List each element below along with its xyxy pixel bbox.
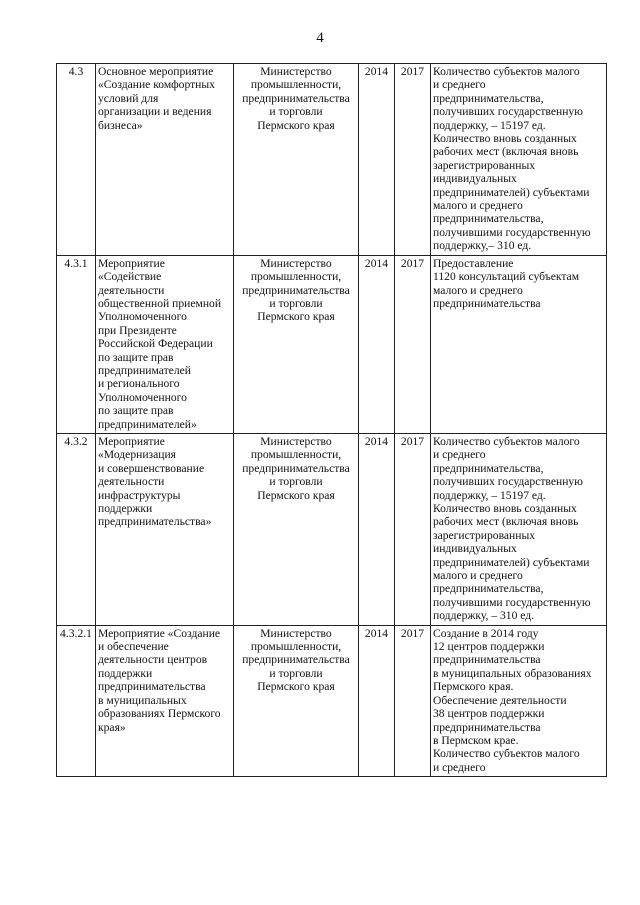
cell-line: общественной приемной <box>98 296 222 310</box>
cell-text: 4.3.1 <box>64 256 88 270</box>
cell-line: Министерство <box>260 256 332 270</box>
expected-result-cell <box>431 625 607 776</box>
cell-text: 2017 <box>400 626 425 640</box>
expected-result-cell <box>431 255 607 433</box>
cell-line: условий для <box>98 91 159 105</box>
cell-line: предпринимательства <box>242 283 350 297</box>
cell-line: Мероприятие «Создание <box>98 626 221 640</box>
cell-text: 2014 <box>364 256 389 270</box>
measures-table-body <box>57 64 607 777</box>
cell-line: в муниципальных <box>98 693 187 707</box>
cell-line: промышленности, <box>250 270 342 284</box>
cell-line: «Создание комфортных <box>98 78 215 92</box>
executor-cell <box>234 625 359 776</box>
cell-line: по защите прав <box>98 350 174 364</box>
row-number-cell <box>57 255 96 433</box>
cell-line: Министерство <box>260 434 332 448</box>
cell-line: деятельности <box>98 283 165 297</box>
cell-text: 2017 <box>400 256 425 270</box>
cell-line: 38 центров поддержки <box>433 707 545 721</box>
cell-line: предпринимательства, <box>433 212 544 226</box>
measure-name-cell <box>96 255 234 433</box>
measures-table <box>56 63 607 777</box>
cell-line: предпринимателей) субъектами <box>433 185 590 199</box>
cell-line: и торговли <box>269 105 323 119</box>
row-number-cell <box>57 625 96 776</box>
cell-line: Министерство <box>260 626 332 640</box>
cell-line: «Содействие <box>98 270 162 284</box>
cell-line: поддержку, – 15197 ед. <box>433 118 546 132</box>
cell-line: поддержку, – 15197 ед. <box>433 488 546 502</box>
cell-line: Количество вновь созданных <box>433 132 577 146</box>
cell-line: по защите прав <box>98 404 174 418</box>
cell-line: предпринимательства, <box>433 91 544 105</box>
cell-line: Количество субъектов малого <box>433 747 580 761</box>
row-number-cell <box>57 64 96 256</box>
cell-line: Количество вновь созданных <box>433 502 577 515</box>
cell-text: 4.3 <box>68 65 84 78</box>
cell-line: и среднего <box>433 448 486 462</box>
cell-line: предпринимательства <box>433 296 541 310</box>
cell-line: малого и среднего <box>433 199 523 213</box>
cell-line: поддержки <box>98 502 153 515</box>
row-number-cell <box>57 433 96 625</box>
cell-line: «Модернизация <box>98 448 176 462</box>
cell-text: 2014 <box>364 434 389 448</box>
cell-line: и среднего <box>433 78 486 92</box>
start-year-cell <box>359 64 395 256</box>
cell-line: 12 центров поддержки <box>433 640 545 654</box>
executor-cell <box>234 255 359 433</box>
measure-name-cell <box>96 433 234 625</box>
cell-line: Уполномоченного <box>98 390 187 404</box>
cell-line: предпринимательства <box>242 461 350 475</box>
cell-line: промышленности, <box>250 78 342 92</box>
cell-line: получивших государственную <box>433 475 583 489</box>
table-row <box>57 255 607 433</box>
cell-text: 4.3.2 <box>64 434 88 448</box>
table-row <box>57 625 607 776</box>
cell-line: зарегистрированных <box>433 158 536 172</box>
cell-line: индивидуальных <box>433 542 517 556</box>
cell-line: организации и ведения <box>98 105 212 119</box>
cell-line: и обеспечение <box>98 640 169 654</box>
cell-line: предпринимательства <box>98 680 206 694</box>
cell-line: 1120 консультаций субъектам <box>433 270 580 284</box>
cell-line: Пермского края <box>257 488 335 502</box>
cell-line: Министерство <box>260 65 332 78</box>
cell-text: 2017 <box>400 434 425 448</box>
cell-line: в Пермском крае. <box>433 733 519 747</box>
cell-text: 2014 <box>364 626 389 640</box>
cell-line: Создание в 2014 году <box>433 626 539 640</box>
cell-line: рабочих мест (включая вновь <box>433 515 579 529</box>
cell-line: предпринимателей) субъектами <box>433 555 590 569</box>
cell-line: предпринимателей» <box>98 417 197 431</box>
start-year-cell <box>359 255 395 433</box>
cell-line: предпринимательства <box>242 91 350 105</box>
start-year-cell <box>359 433 395 625</box>
cell-text: 2017 <box>400 65 425 78</box>
measure-name-cell <box>96 625 234 776</box>
cell-line: и торговли <box>269 666 323 680</box>
cell-line: края» <box>98 720 126 734</box>
end-year-cell <box>395 625 431 776</box>
cell-line: Пермского края. <box>433 680 514 694</box>
cell-line: поддержки <box>98 666 153 680</box>
cell-line: Предоставление <box>433 256 514 270</box>
cell-line: предпринимательства» <box>98 515 212 529</box>
cell-line: и торговли <box>269 296 323 310</box>
cell-line: деятельности центров <box>98 653 208 667</box>
cell-line: инфраструктуры <box>98 488 181 502</box>
cell-line: Мероприятие <box>98 256 165 270</box>
cell-line: малого и среднего <box>433 283 523 297</box>
start-year-cell <box>359 625 395 776</box>
expected-result-cell <box>431 433 607 625</box>
cell-line: получивших государственную <box>433 105 583 119</box>
cell-line: образованиях Пермского <box>98 707 221 721</box>
cell-line: предпринимательства, <box>433 582 544 596</box>
cell-line: получившими государственную <box>433 225 591 239</box>
cell-line: и регионального <box>98 377 180 391</box>
cell-line: предпринимателей <box>98 363 191 377</box>
cell-line: рабочих мест (включая вновь <box>433 145 579 159</box>
cell-line: Уполномоченного <box>98 310 187 324</box>
cell-line: и совершенствование <box>98 461 205 475</box>
cell-line: Количество субъектов малого <box>433 65 580 78</box>
cell-line: предпринимательства <box>242 653 350 667</box>
table-row <box>57 433 607 625</box>
cell-line: и среднего <box>433 760 486 774</box>
cell-line: бизнеса» <box>98 118 143 132</box>
cell-line: деятельности <box>98 475 165 489</box>
table-row <box>57 64 607 256</box>
cell-line: зарегистрированных <box>433 528 536 542</box>
cell-line: Пермского края <box>257 310 335 324</box>
cell-line: промышленности, <box>250 448 342 462</box>
executor-cell <box>234 433 359 625</box>
cell-line: Мероприятие <box>98 434 165 448</box>
end-year-cell <box>395 64 431 256</box>
cell-line: в муниципальных образованиях <box>433 666 592 680</box>
cell-line: поддержку, – 310 ед. <box>433 609 535 623</box>
cell-line: Российской Федерации <box>98 337 213 351</box>
cell-text: 4.3.2.1 <box>60 626 92 640</box>
cell-line: Основное мероприятие <box>98 65 214 78</box>
cell-line: предпринимательства, <box>433 461 544 475</box>
cell-line: Пермского края <box>257 118 335 132</box>
end-year-cell <box>395 433 431 625</box>
cell-line: предпринимательства <box>433 653 541 667</box>
cell-line: промышленности, <box>250 640 342 654</box>
cell-line: при Президенте <box>98 323 177 337</box>
cell-line: предпринимательства <box>433 720 541 734</box>
cell-text: 2014 <box>364 65 389 78</box>
cell-line: и торговли <box>269 475 323 489</box>
cell-line: получившими государственную <box>433 595 591 609</box>
end-year-cell <box>395 255 431 433</box>
expected-result-cell <box>431 64 607 256</box>
cell-line: поддержку,– 310 ед. <box>433 239 532 253</box>
cell-line: индивидуальных <box>433 172 517 186</box>
cell-line: Пермского края <box>257 680 335 694</box>
cell-line: Количество субъектов малого <box>433 434 580 448</box>
cell-line: малого и среднего <box>433 569 523 583</box>
page-number: 4 <box>316 30 324 46</box>
cell-line: Обеспечение деятельности <box>433 693 567 707</box>
executor-cell <box>234 64 359 256</box>
measure-name-cell <box>96 64 234 256</box>
